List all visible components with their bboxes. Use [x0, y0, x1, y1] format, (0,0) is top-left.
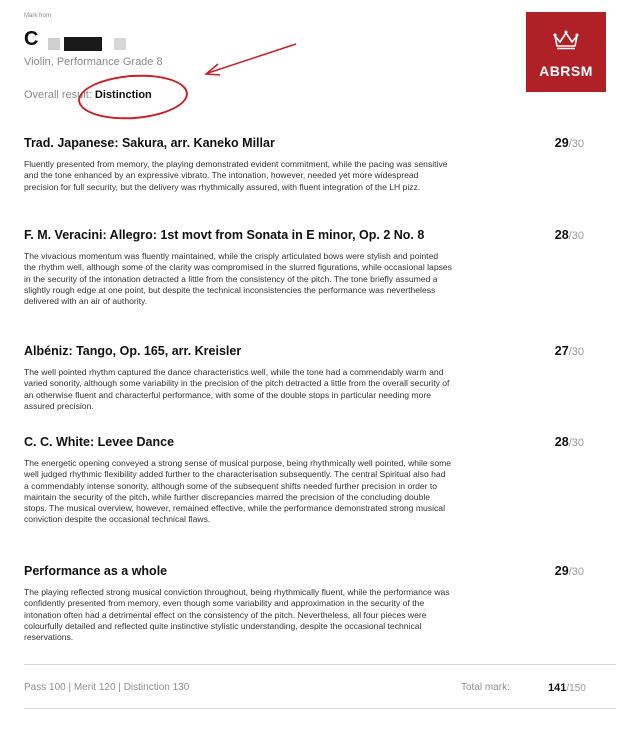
piece-score — [555, 228, 584, 242]
piece-comment: The energetic opening conveyed a strong sense of musical purpose, being rhythmically well pointed, while some well judged rhythmic flexibility added further to the characterisation subsequently. The central Spiritual also had a commendably intense sonority, although some of the subsequent shifts needed further precision in order to maintain the security of the pitch, while further discrepancies marred the precision of the concluding double stops. The musical overview, however, remained effective, while the performance demonstrated strong musical conviction despite the occasional technical flaws. — [24, 458, 452, 525]
piece-title: C. C. White: Levee Dance — [24, 435, 175, 449]
score-max: /30 — [568, 138, 584, 150]
score-value: 27 — [554, 344, 569, 358]
piece-title: F. M. Veracini: Allegro: 1st movt from Sonata in E minor, Op. 2 No. 8 — [24, 228, 425, 242]
abrsm-logo — [526, 12, 606, 92]
red-circle-annotation — [77, 71, 190, 123]
piece-comment: The well pointed rhythm captured the dance characteristics well, while the tone had a commendably warm and varied sonority, although some variability in the precision of the pitch detracted a little from the overall security of an otherwise fluent and characterful performance, with some of the double stops in particular needing more assured precision. — [24, 367, 450, 411]
red-arrow-annotation — [200, 40, 300, 80]
score-max: /30 — [568, 437, 584, 449]
piece-title: Performance as a whole — [24, 564, 168, 578]
piece-comment: The vivacious momentum was fluently maintained, while the crisply articulated bows were stylish and pointed the rhythm well, although some of the clarity was compromised in the slurred figurations, while occasional lapses in the security of the intonation detracted a little from the consistency of the pitch. The tone briefly assumed a slightly rough edge at one point, but despite the technical inconsistencies the performance was nevertheless delivered with an air of authority. — [24, 251, 452, 307]
total-mark-max: /150 — [566, 683, 586, 694]
logo-wordmark: ABRSM — [539, 63, 593, 79]
score-value: 28 — [554, 435, 569, 449]
redaction-block — [64, 37, 102, 51]
subject-line: Violin, Performance Grade 8 — [24, 56, 163, 68]
piece-section — [24, 228, 584, 307]
score-value: 28 — [554, 228, 569, 242]
candidate-name: C — [24, 28, 39, 50]
divider — [24, 708, 616, 709]
score-value: 29 — [554, 136, 569, 150]
score-max: /30 — [568, 230, 584, 242]
overall-result-label: Overall result: — [24, 89, 92, 101]
piece-section — [24, 136, 584, 193]
piece-score — [555, 564, 584, 578]
grade-thresholds: Pass 100 | Merit 120 | Distinction 130 — [24, 682, 190, 693]
crown-icon — [552, 28, 580, 50]
piece-title: Albéniz: Tango, Op. 165, arr. Kreisler — [24, 344, 242, 358]
overall-result-value: Distinction — [94, 89, 152, 101]
score-max: /30 — [568, 346, 584, 358]
piece-score — [555, 435, 584, 449]
mark-from-label: Mark from — [24, 13, 51, 19]
piece-score — [555, 344, 584, 358]
redaction-block — [114, 38, 126, 50]
piece-comment: Fluently presented from memory, the playing demonstrated evident commitment, while the pacing was sensitive and the tone enhanced by an expressive vibrato. The intonation, however, needed yet more widespread precision for full security, but the delivery was rhythmically assured, with fluent integration of the LH pizz. — [24, 159, 448, 192]
score-value: 29 — [554, 564, 569, 578]
piece-title: Trad. Japanese: Sakura, arr. Kaneko Millar — [24, 136, 275, 150]
total-mark-value: 141 — [548, 682, 567, 694]
total-mark — [548, 682, 586, 694]
piece-section — [24, 435, 584, 526]
divider — [24, 664, 616, 665]
score-max: /30 — [568, 566, 584, 578]
piece-score — [555, 136, 584, 150]
piece-comment: The playing reflected strong musical conviction throughout, being rhythmically fluent, while the performance was confidently presented from memory, even though some variability and approximation in the security of the intonation often had a detrimental effect on the consistency of the pitch. Nevertheless, all four pieces were colourfully detailed and reflected quite instinctive stylistic understanding, despite the occasional technical reservations. — [24, 587, 450, 643]
piece-section — [24, 344, 584, 412]
piece-section — [24, 564, 584, 643]
redaction-block — [48, 38, 60, 50]
total-mark-label: Total mark: — [461, 682, 510, 693]
